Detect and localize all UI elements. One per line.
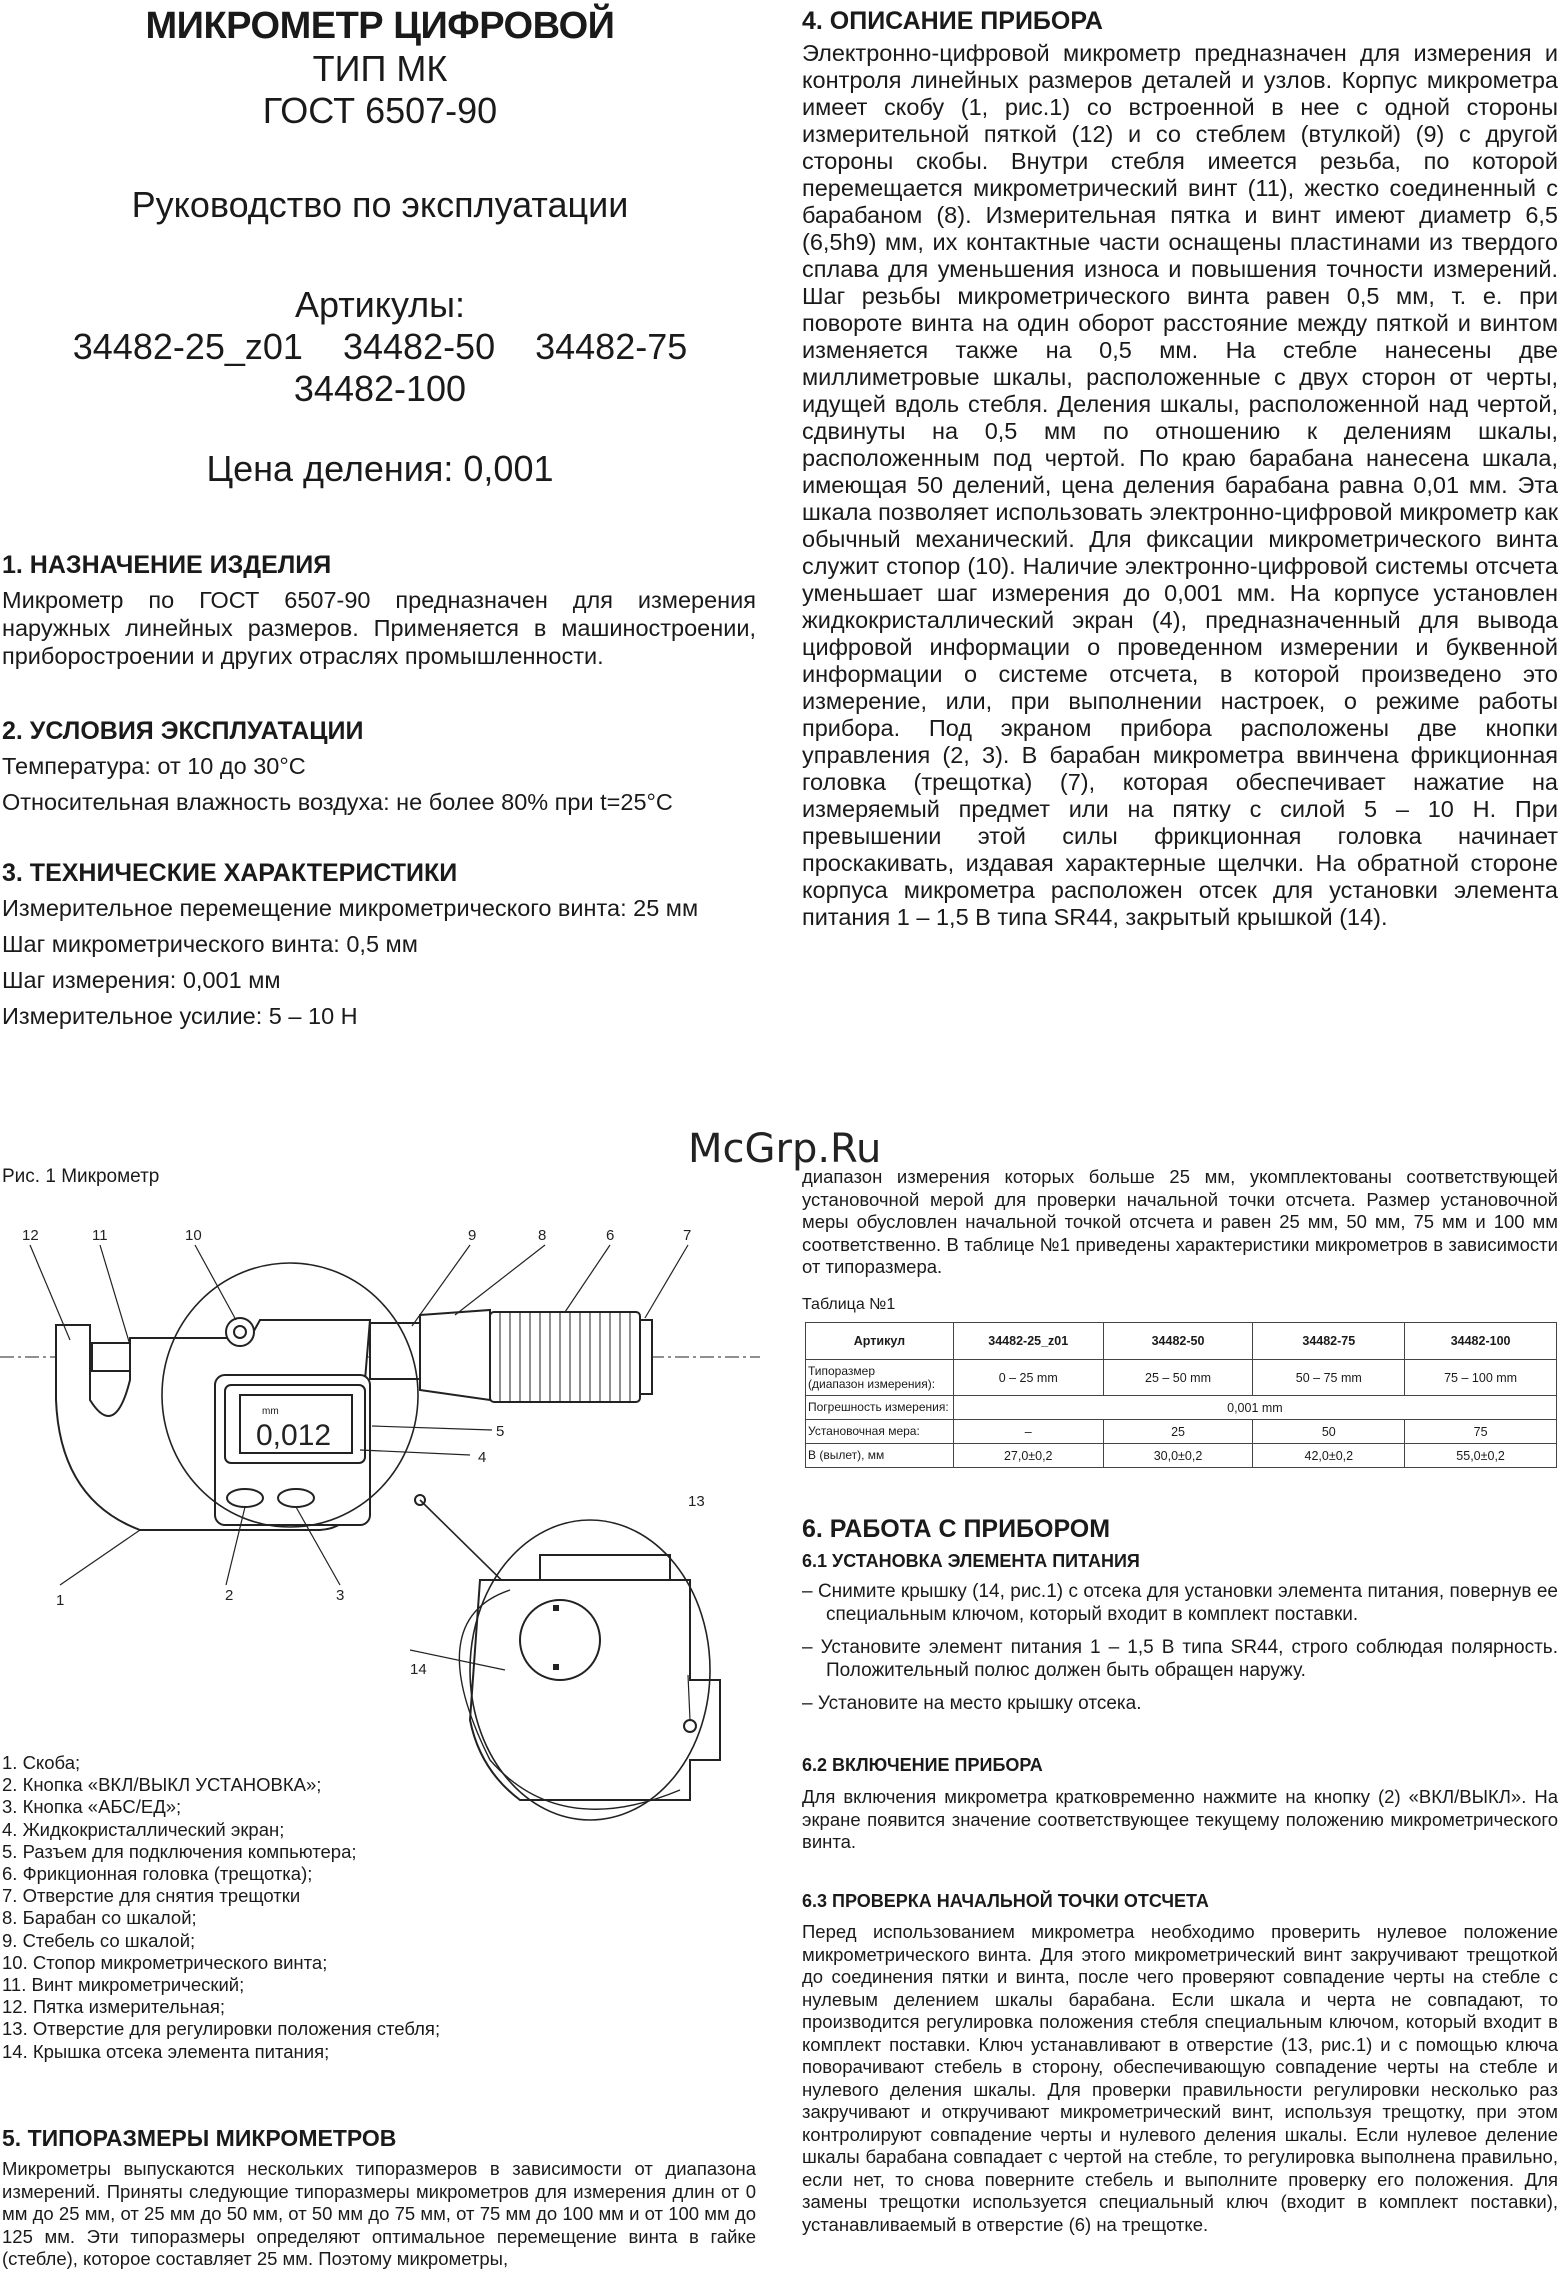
callout-10: 10 (185, 1227, 202, 1244)
legend-item: 14. Крышка отсека элемента питания; (2, 2040, 330, 2062)
callout-1: 1 (56, 1592, 65, 1609)
spec-table (805, 1322, 1557, 1468)
table-row (806, 1420, 1557, 1444)
table-cell: 27,0±0,2 (953, 1444, 1103, 1468)
table-row-label: В (вылет), мм (806, 1444, 954, 1468)
section-4-text: Электронно-цифровой микрометр предназначен для измерения и контроля линейных размеров деталей и узлов. Корпус микрометра имеет скобу (1, рис.1) со встроенной в нее с одной стороны измерительной пяткой (12) и со стеблем (втулкой) (9) с другой стороны скобы. Внутри стебля имеется резьба, по которой перемещается микрометрический винт (11), жестко соединенный с барабаном (8). Измерительная пятка и винт имеют диаметр 6,5 (6,5h9) мм, их контактные части оснащены пластинами из твердого сплава для уменьшения износа и повышения точности измерений. Шаг резьбы микрометрического винта равен 0,5 мм, т. е. при повороте винта на один оборот расстояние между пяткой и винтом изменяется также на 0,5 мм. На стебле нанесены две миллиметровые шкалы, расположенные с двух сторон от черты, идущей вдоль стебля. Деления шкалы, расположенной над чертой, сдвинуты на 0,5 мм по отношению к делениям шкалы, расположенным под чертой. По краю барабана нанесена шкала, имеющая 50 делений, цена деления барабана равна 0,01 мм. Эта шкала позволяет использовать электронно-цифровой микрометр как обычный механический. Для фиксации микрометрического винта служит стопор (10). Наличие электронно-цифровой системы отсчета уменьшает шаг измерения до 0,001 мм. На корпусе установлен жидкокристаллический экран (4), предназначенный для вывода цифровой информации о проведенном измерении и буквенной информации о системе отсчета, в которой произведено это измерение, или, при выполнении настроек, о режиме работы прибора. Под экраном прибора расположены две кнопки управления (2, 3). В барабан микрометра ввинчена фрикционная головка (трещотка) (7), которая обеспечивает нажатие на измеряемый предмет или на пятку с силой 5 – 10 Н. При превышении этой силы фрикционная головка начинает проскакивать, издавая характерные щелчки. На обратной стороне корпуса микрометра расположен отсек для установки элемента питания 1 – 1,5 В типа SR44, закрытый крышкой (14). (802, 40, 1558, 930)
legend-item: 2. Кнопка «ВКЛ/ВЫКЛ УСТАНОВКА»; (2, 1774, 322, 1796)
figure-legend (2, 1752, 440, 2063)
table-cell: 50 – 75 mm (1253, 1360, 1405, 1396)
legend-item: 10. Стопор микрометрического винта; (2, 1951, 328, 1973)
legend-item: 13. Отверстие для регулировки положения стебля; (2, 2018, 441, 2040)
table-cell: 55,0±0,2 (1405, 1444, 1557, 1468)
articles-line-1: 34482-25_z01 34482-50 34482-75 (72, 326, 688, 367)
callout-9: 9 (468, 1227, 477, 1244)
bullet-item: – Снимите крышку (14, рис.1) с отсека для установки элемента питания, повернув ее специальным ключом, который входит в комплект поставки. (802, 1581, 1558, 1625)
table-row-label (806, 1360, 954, 1396)
lcd-unit: mm (262, 1406, 279, 1417)
articles-line-2: 34482-100 (293, 368, 467, 409)
table-cell: 75 (1405, 1420, 1557, 1444)
table-header-cell: 34482-25_z01 (953, 1323, 1103, 1360)
section-3-line: Шаг измерения: 0,001 мм (2, 967, 281, 993)
manual-subtitle: Руководство по эксплуатации (131, 184, 629, 225)
legend-item: 7. Отверстие для снятия трещотки (2, 1885, 301, 1907)
gost-standard: ГОСТ 6507-90 (262, 90, 498, 131)
table-cell: – (953, 1420, 1103, 1444)
callout-13: 13 (688, 1493, 705, 1510)
section-6-3-heading: 6.3 ПРОВЕРКА НАЧАЛЬНОЙ ТОЧКИ ОТСЧЕТА (802, 1891, 1209, 1911)
section-6-2-heading: 6.2 ВКЛЮЧЕНИЕ ПРИБОРА (802, 1755, 1043, 1775)
legend-item: 1. Скоба; (2, 1752, 81, 1773)
section-6-3-text: Перед использованием микрометра необходимо проверить нулевое положение микрометрического винта. Для этого микрометрический винт закручивают трещоткой до соединения пятки и винта, после чего проверяют совпадение черты на стебле с нулевым делением шкалы барабана. Если шкала и черта не совпадают, то производится регулировка положения стебля специальным ключом, который входит в комплект поставки. Ключ устанавливают в отверстие (13, рис.1) и с помощью ключа поворачивают стебель в сторону, обеспечивающую совпадение черты на стебле и нулевого деления шкалы. Для проверки правильности регулировки несколько раз закручивают и откручивают микрометрический винт, используя трещотку, при этом контролируют совпадение черты и нулевого деления шкалы. Если нулевое деление шкалы барабана совпадает с чертой на стебле, то регулировка выполнена правильно, если нет, то снова поверните стебель и выполните проверку его положения. Для замены трещотки используется специальный ключ (входит в комплект поставки), устанавливаемый в отверстие (6) на трещотке. (802, 1921, 1558, 2235)
section-6-2-text: Для включения микрометра кратковременно нажмите на кнопку (2) «ВКЛ/ВЫКЛ». На экране появится значение соответствующее текущему положению микрометрического винта. (802, 1786, 1558, 1852)
table-row (806, 1360, 1557, 1396)
callout-14: 14 (410, 1661, 427, 1678)
section-2-heading: 2. УСЛОВИЯ ЭКСПЛУАТАЦИИ (2, 717, 364, 745)
callout-11: 11 (92, 1227, 108, 1244)
section-3-line: Измерительное перемещение микрометрического винта: 25 мм (2, 895, 699, 921)
table-header-cell: Артикул (806, 1323, 954, 1360)
table-row (806, 1444, 1557, 1468)
section-2-line: Температура: от 10 до 30°С (2, 753, 306, 779)
table-cell: 30,0±0,2 (1103, 1444, 1253, 1468)
legend-item: 5. Разъем для подключения компьютера; (2, 1840, 357, 1862)
legend-item: 12. Пятка измерительная; (2, 1996, 226, 2018)
bullet-item: – Установите на место крышку отсека. (802, 1693, 1142, 1714)
callout-5: 5 (496, 1423, 505, 1440)
table-cell-merged: 0,001 mm (953, 1396, 1556, 1420)
section-1-text: Микрометр по ГОСТ 6507-90 предназначен для измерения наружных линейных размеров. Применяется в машиностроении, приборостроении и других отраслях промышленности. (2, 587, 756, 669)
row-label-line: (диапазон измерения): (808, 1376, 936, 1391)
legend-item: 6. Фрикционная головка (трещотка); (2, 1863, 313, 1885)
section-5-heading: 5. ТИПОРАЗМЕРЫ МИКРОМЕТРОВ (2, 2125, 397, 2151)
section-4-heading: 4. ОПИСАНИЕ ПРИБОРА (802, 7, 1103, 35)
table-row-label: Погрешность измерения: (806, 1396, 954, 1420)
table-cell: 75 – 100 mm (1405, 1360, 1557, 1396)
callout-8: 8 (538, 1227, 547, 1244)
table-header-row (806, 1323, 1557, 1360)
table-cell: 42,0±0,2 (1253, 1444, 1405, 1468)
section-3-heading: 3. ТЕХНИЧЕСКИЕ ХАРАКТЕРИСТИКИ (2, 859, 458, 887)
table-header-cell: 34482-75 (1253, 1323, 1405, 1360)
document-title: МИКРОМЕТР ЦИФРОВОЙ (145, 5, 615, 47)
table-header-cell: 34482-50 (1103, 1323, 1253, 1360)
table-cell: 25 (1103, 1420, 1253, 1444)
section-1-heading: 1. НАЗНАЧЕНИЕ ИЗДЕЛИЯ (2, 551, 332, 579)
table-cell: 25 – 50 mm (1103, 1360, 1253, 1396)
section-3-line: Измерительное усилие: 5 – 10 Н (2, 1003, 358, 1029)
section-6-1-heading: 6.1 УСТАНОВКА ЭЛЕМЕНТА ПИТАНИЯ (802, 1551, 1140, 1571)
device-type: ТИП МК (312, 48, 448, 89)
callout-2: 2 (225, 1587, 234, 1604)
callout-6: 6 (606, 1227, 615, 1244)
lcd-value: 0,012 (256, 1419, 332, 1452)
articles-label: Артикулы: (294, 284, 466, 325)
callout-7: 7 (683, 1227, 692, 1244)
table-cell: 0 – 25 mm (953, 1360, 1103, 1396)
watermark-text: McGrp.Ru (688, 1126, 882, 1172)
table-row-label: Установочная мера: (806, 1420, 954, 1444)
legend-item: 3. Кнопка «АБС/ЕД»; (2, 1796, 182, 1818)
title-block (0, 0, 760, 490)
micrometer-drawing (0, 1200, 760, 1830)
figure-caption: Рис. 1 Микрометр (2, 1166, 160, 1187)
callout-4: 4 (478, 1449, 487, 1466)
table-header-cell: 34482-100 (1405, 1323, 1557, 1360)
table-caption: Таблица №1 (802, 1296, 896, 1313)
legend-item: 11. Винт микрометрический; (2, 1974, 245, 1996)
table-cell: 50 (1253, 1420, 1405, 1444)
division-value: Цена деления: 0,001 (206, 448, 554, 489)
legend-item: 8. Барабан со шкалой; (2, 1907, 197, 1929)
section-3-line: Шаг микрометрического винта: 0,5 мм (2, 931, 418, 957)
section-5-text-left: Микрометры выпускаются нескольких типоразмеров в зависимости от диапазона измерений. Приняты следующие типоразмеры микрометров для измерения длин от 0 мм до 25 мм, от 25 мм до 50 мм, от 50 мм до 75 мм, от 75 мм до 100 мм и от 100 мм до 125 мм. Эти типоразмеры определяют оптимальное перемещение винта в гайке (стебле), которое составляет 25 мм. Поэтому микрометры, (2, 2158, 756, 2269)
callout-12: 12 (22, 1227, 39, 1244)
section-5-text-right: диапазон измерения которых больше 25 мм, укомплектованы соответствующей установочной мерой для проверки начальной точки отсчета. Размер установочной меры обусловлен начальной точкой отсчета и равен 25 мм, 50 мм, 75 мм и 100 мм соответственно. В таблице №1 приведены характеристики микрометров в зависимости от типоразмера. (802, 1166, 1558, 1277)
legend-item: 9. Стебель со шкалой; (2, 1929, 196, 1951)
section-6-heading: 6. РАБОТА С ПРИБОРОМ (802, 1515, 1111, 1543)
row-label-line: Типоразмер (808, 1363, 875, 1378)
legend-item: 4. Жидкокристаллический экран; (2, 1818, 285, 1840)
bullet-item: – Установите элемент питания 1 – 1,5 В типа SR44, строго соблюдая полярность. Положительный полюс должен быть обращен наружу. (802, 1637, 1558, 1681)
section-2-line: Относительная влажность воздуха: не более 80% при t=25°С (2, 789, 673, 815)
table-row (806, 1396, 1557, 1420)
callout-3: 3 (336, 1587, 345, 1604)
section-6-1-bullets (802, 1580, 1558, 1715)
